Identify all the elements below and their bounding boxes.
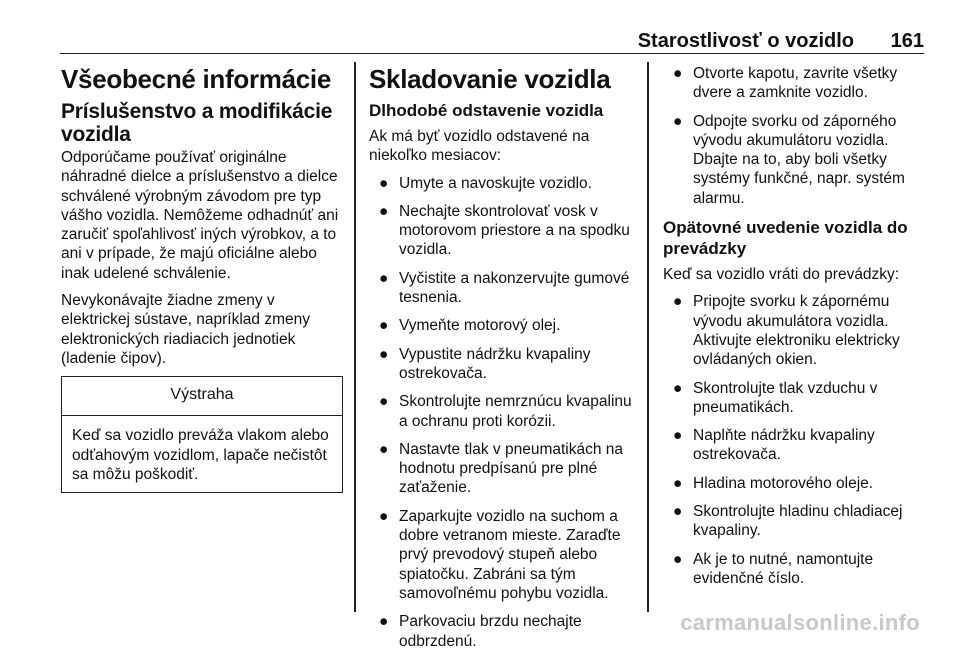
page-header	[60, 27, 924, 54]
list-item-text: Nastavte tlak v pneumatikách na hodnotu predpísanú pre plné zaťaženie.	[399, 440, 624, 497]
bullet-icon: ●	[379, 507, 389, 525]
list-item-text: Skontrolujte nemrznúcu kvapalinu a ochranu proti korózii.	[399, 393, 632, 430]
list-item-text: Nechajte skontrolovať vosk v motorovom priestore a na spodku vozidla.	[399, 202, 630, 259]
bullet-icon: ●	[673, 550, 683, 568]
bullet-icon: ●	[379, 269, 389, 287]
list-item-text: Vymeňte motorový olej.	[399, 317, 561, 335]
paragraph-original-parts: Odporúčame používať originálne náhradné dielce a príslušenstvo a dielce schválené výrobným závodom pre typ vášho vozidla. Nemôžeme odhadnúť ani zaručiť spoľahlivosť iných výrobkov, a to ani v prípade, že majú oficiálne alebo inak udelené schválenie.	[61, 149, 339, 282]
bullet-icon: ●	[379, 202, 389, 220]
list-item-text: Pripojte svorku k zápornému vývodu akumulátora vozidla. Aktivujte elektroniku elektricky ovládaných okien.	[693, 293, 900, 369]
recommissioning-steps-list	[663, 292, 925, 588]
bullet-icon: ●	[379, 440, 389, 458]
section-heading-storage: Skladovanie vozidla	[369, 64, 611, 94]
list-item-text: Ak je to nutné, namontujte evidenčné číslo.	[693, 550, 874, 587]
list-item-text: Skontrolujte hladinu chladiacej kvapaliny.	[693, 503, 903, 540]
bullet-icon: ●	[379, 345, 389, 363]
storage-intro: Ak má byť vozidlo odstavené na niekoľko mesiacov:	[369, 128, 590, 165]
list-item	[369, 440, 637, 498]
list-item-text: Vypustite nádržku kvapaliny ostrekovača.	[399, 345, 591, 382]
list-item	[369, 269, 637, 308]
list-item	[663, 379, 925, 418]
subheading-accessories: Príslušenstvo a modifikácie vozidla	[61, 100, 333, 146]
bullet-icon: ●	[379, 317, 389, 335]
list-item-text: Skontrolujte tlak vzduchu v pneumatikách.	[693, 379, 878, 416]
warning-box	[61, 376, 343, 493]
bullet-icon: ●	[673, 474, 683, 492]
list-item-text: Odpojte svorku od záporného vývodu akumulátoru vozidla. Dbajte na to, aby boli všetky systémy funkčné, napr. systém alarmu.	[693, 112, 905, 207]
page-number: 161	[890, 30, 924, 52]
subheading-recommissioning: Opätovné uvedenie vozidla do prevádzky	[663, 218, 908, 259]
list-item	[369, 507, 637, 603]
column-divider-2	[647, 62, 649, 612]
column-divider-1	[354, 62, 356, 612]
bullet-icon: ●	[673, 379, 683, 397]
bullet-icon: ●	[673, 427, 683, 445]
column-1	[61, 64, 343, 493]
list-item-text: Otvorte kapotu, zavrite všetky dvere a zamknite vozidlo.	[693, 65, 898, 102]
list-item	[369, 345, 637, 384]
list-item	[663, 502, 925, 541]
subheading-long-term-storage: Dlhodobé odstavenie vozidla	[369, 101, 604, 120]
list-item	[663, 64, 925, 103]
list-item-text: Zaparkujte vozidlo na suchom a dobre vetranom mieste. Zaraďte prvý prevodový stupeň alebo spiatočku. Zabráni sa tým samovoľnému pohybu vozidla.	[399, 507, 621, 602]
list-item	[369, 612, 637, 651]
list-item	[663, 474, 925, 493]
list-item	[663, 426, 925, 465]
list-item	[369, 174, 637, 193]
bullet-icon: ●	[379, 613, 389, 631]
list-item	[369, 202, 637, 260]
bullet-icon: ●	[379, 174, 389, 192]
list-item	[663, 550, 925, 589]
bullet-icon: ●	[379, 393, 389, 411]
storage-steps-list	[369, 174, 637, 651]
list-item-text: Parkovaciu brzdu nechajte odbrzdenú.	[399, 613, 582, 650]
warning-text: Keď sa vozidlo preváža vlakom alebo odťahovým vozidlom, lapače nečistôt sa môžu poškodiť.	[72, 427, 329, 483]
section-heading-general-info: Všeobecné informácie	[61, 64, 331, 94]
list-item	[369, 392, 637, 431]
bullet-icon: ●	[673, 112, 683, 130]
storage-steps-list-continued	[663, 64, 925, 208]
list-item	[663, 292, 925, 369]
bullet-icon: ●	[673, 293, 683, 311]
list-item-text: Umyte a navoskujte vozidlo.	[399, 174, 592, 192]
list-item	[663, 112, 925, 208]
paragraph-electrical-changes: Nevykonávajte žiadne zmeny v elektrickej sústave, napríklad zmeny elektronických riadiacich jednotiek (ladenie čipov).	[61, 292, 310, 367]
running-title: Starostlivosť o vozidlo	[637, 30, 854, 52]
bullet-icon: ●	[673, 65, 683, 82]
column-2	[369, 64, 637, 660]
list-item-text: Vyčistite a nakonzervujte gumové tesnenia.	[399, 269, 630, 307]
list-item	[369, 316, 637, 335]
list-item-text: Hladina motorového oleje.	[693, 474, 874, 492]
bullet-icon: ●	[673, 503, 683, 521]
list-item-text: Naplňte nádržku kvapaliny ostrekovača.	[693, 427, 875, 464]
recommissioning-intro: Keď sa vozidlo vráti do prevádzky:	[663, 266, 900, 284]
warning-title: Výstraha	[62, 377, 342, 416]
watermark: carmanualsonline.info	[680, 610, 920, 635]
column-3	[663, 64, 925, 597]
